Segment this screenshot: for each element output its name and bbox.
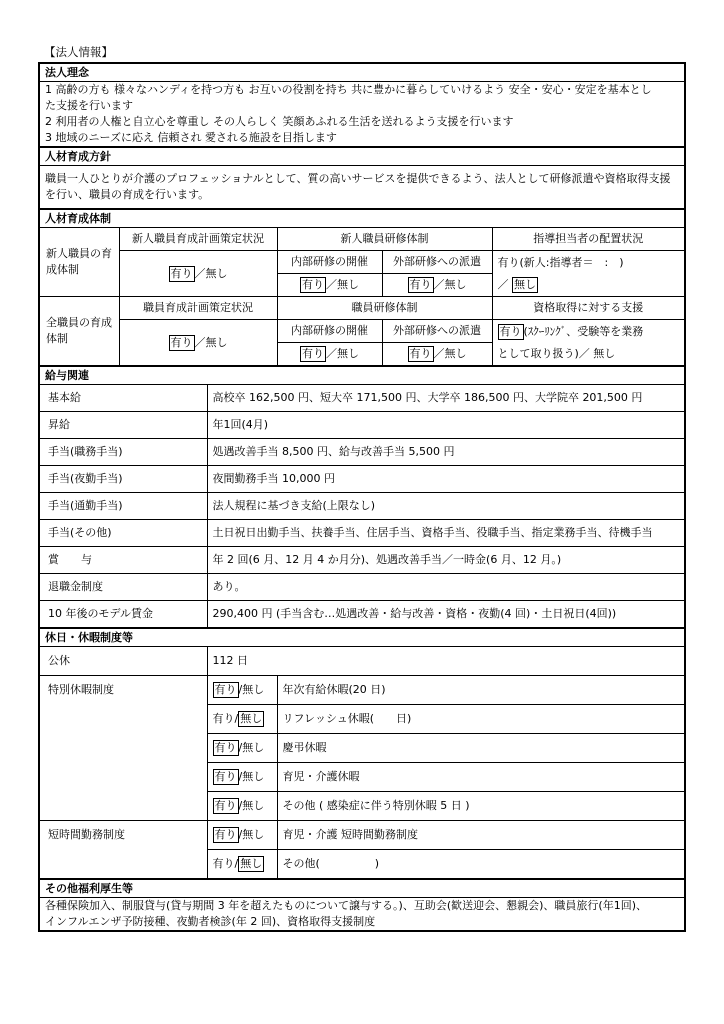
- new-staff-assign-no: 無し: [514, 277, 536, 291]
- policy-body-row: [39, 166, 685, 210]
- welfare-heading: その他福利厚生等: [39, 879, 685, 898]
- all-staff-support-yes: 有り: [499, 324, 522, 338]
- all-staff-plan-header: 職員育成計画策定状況: [119, 297, 277, 320]
- welfare-line: インフルエンザ予防接種、夜勤者検診(年 2 回)、資格取得支援制度: [45, 915, 376, 928]
- salary-row-label: 退職金制度: [39, 574, 207, 601]
- new-staff-assign-header: 指導担当者の配置状況: [492, 228, 685, 251]
- all-staff-label: 全職員の育成 体制: [39, 297, 119, 367]
- leave-heading: 休日・休暇制度等: [39, 628, 685, 647]
- salary-row-label: 手当(その他): [39, 520, 207, 547]
- all-staff-header-row: [39, 297, 685, 320]
- new-staff-plan-header: 新人職員育成計画策定状況: [119, 228, 277, 251]
- new-staff-label: 新人職員の育 成体制: [39, 228, 119, 297]
- salary-row: [39, 439, 685, 466]
- policy-line: 職員一人ひとりが介護のプロフェッショナルとして、質の高いサービスを提供できるよう、法人として研修派遣や資格取得支援: [45, 172, 671, 185]
- all-staff-external-cell: 有り ／無し: [382, 343, 492, 367]
- philosophy-body: [39, 82, 685, 148]
- philosophy-heading: 法人理念: [39, 63, 685, 82]
- special-leave-choice: 有り/ 無し: [207, 705, 277, 734]
- salary-row-value: 処遇改善手当 8,500 円、給与改善手当 5,500 円: [207, 439, 685, 466]
- welfare-body-row: [39, 898, 685, 932]
- short-work-name: その他( ): [282, 857, 380, 870]
- salary-row-label: 手当(夜勤手当): [39, 466, 207, 493]
- special-leave-choice: 有り /無し: [207, 676, 277, 705]
- special-leave-name: 育児・介護休暇: [277, 763, 685, 792]
- salary-heading-row: [39, 366, 685, 385]
- all-staff-plan-cell: 有り ／無し: [119, 320, 277, 367]
- salary-row: [39, 466, 685, 493]
- short-work-name: 育児・介護 短時間勤務制度: [277, 821, 685, 850]
- special-leave-name: 慶弔休暇: [277, 734, 685, 763]
- new-staff-training-header: 新人職員研修体制: [277, 228, 492, 251]
- training-system-heading-row: [39, 209, 685, 228]
- new-staff-external-header: 外部研修への派遣: [382, 251, 492, 274]
- salary-row: [39, 385, 685, 412]
- salary-row-value: 法人規程に基づき支給(上限なし): [207, 493, 685, 520]
- philosophy-line: 2 利用者の人権と自立心を尊重し その人らしく 笑顔あふれる生活を送れるよう支援を行います: [45, 115, 514, 128]
- special-leave-name: 年次有給休暇(20 日): [277, 676, 685, 705]
- salary-row: [39, 520, 685, 547]
- welfare-body: [39, 898, 685, 932]
- salary-row: [39, 574, 685, 601]
- new-staff-external-cell: 有り ／無し: [382, 274, 492, 297]
- all-staff-sub-row: [39, 320, 685, 343]
- salary-row-label: 基本給: [39, 385, 207, 412]
- new-staff-plan-cell: [119, 251, 277, 297]
- special-leave-choice: 有り /無し: [207, 792, 277, 821]
- philosophy-line: 3 地域のニーズに応え 信頼され 愛される施設を目指します: [45, 131, 337, 144]
- special-leave-choice: 有り /無し: [207, 734, 277, 763]
- salary-row: [39, 493, 685, 520]
- salary-row-label: 手当(職務手当): [39, 439, 207, 466]
- salary-row-value: 夜間勤務手当 10,000 円: [207, 466, 685, 493]
- all-staff-external-header: 外部研修への派遣: [382, 320, 492, 343]
- salary-row-value: 290,400 円 (手当含む…処遇改善・給与改善・資格・夜勤(4 回)・土日祝日(4回)): [212, 607, 617, 620]
- special-leave-label: 特別休暇制度: [39, 676, 207, 821]
- new-staff-header-row: [39, 228, 685, 251]
- new-staff-assign-cell: 有り(新人:指導者＝ : ) ／ 無し: [492, 251, 685, 297]
- new-staff-sub-row: [39, 251, 685, 274]
- special-leave-row: [39, 676, 685, 705]
- new-staff-assign-yes: 有り(新人:指導者＝ : ): [497, 255, 624, 269]
- policy-heading-row: [39, 147, 685, 166]
- holidays-value: 112 日: [207, 647, 685, 676]
- salary-row: [39, 601, 685, 629]
- corporate-info-table: [38, 62, 686, 932]
- philosophy-body-row: [39, 82, 685, 148]
- salary-row: [39, 547, 685, 574]
- welfare-heading-row: [39, 879, 685, 898]
- new-staff-internal-header: 内部研修の開催: [277, 251, 382, 274]
- salary-row-value: 高校卒 162,500 円、短大卒 171,500 円、大学卒 186,500 円、大学院卒 201,500 円: [207, 385, 685, 412]
- all-staff-support-cell: 有り (ｽｸｰﾘﾝｸﾞ、受験等を業務 として取り扱う)／ 無し: [497, 324, 644, 360]
- policy-body: [39, 166, 685, 210]
- salary-row-value: 年1回(4月): [207, 412, 685, 439]
- short-work-choice: 有り/ 無し: [207, 850, 277, 880]
- all-staff-support-header: 資格取得に対する支援: [492, 297, 685, 320]
- new-staff-plan-yes: 有り: [170, 266, 193, 280]
- salary-row-label: 昇給: [39, 412, 207, 439]
- salary-row-label: 10 年後のモデル賃金: [39, 601, 207, 629]
- salary-row-label: 賞 与: [39, 547, 207, 574]
- philosophy-line: た支援を行います: [45, 99, 133, 112]
- special-leave-name: その他 ( 感染症に伴う特別休暇 5 日 ): [277, 792, 685, 821]
- philosophy-line: 1 高齢の方も 様々なハンディを持つ方も お互いの役割を持ち 共に豊かに暮らしていけるよう 安全・安心・安定を基本とし: [45, 83, 652, 96]
- new-staff-plan-no: ／無し: [194, 266, 228, 280]
- leave-heading-row: [39, 628, 685, 647]
- new-staff-internal-cell: 有り ／無し: [277, 274, 382, 297]
- short-work-choice: 有り /無し: [207, 821, 277, 850]
- all-staff-internal-header: 内部研修の開催: [277, 320, 382, 343]
- holidays-row: [39, 647, 685, 676]
- philosophy-heading-row: [39, 63, 685, 82]
- special-leave-name: リフレッシュ休暇( 日): [277, 705, 685, 734]
- policy-line: を行い、職員の育成を行います。: [45, 188, 210, 201]
- salary-row-value: 土日祝日出勤手当、扶養手当、住居手当、資格手当、役職手当、指定業務手当、待機手当: [207, 520, 685, 547]
- salary-row-label: 手当(通勤手当): [39, 493, 207, 520]
- policy-heading: 人材育成方針: [39, 147, 685, 166]
- training-system-heading: 人材育成体制: [39, 209, 685, 228]
- special-leave-choice: 有り /無し: [207, 763, 277, 792]
- salary-row-value: あり。: [207, 574, 685, 601]
- holidays-label: 公休: [39, 647, 207, 676]
- salary-row-value: 年 2 回(6 月、12 月 4 か月分)、処遇改善手当／一時金(6 月、12 月。): [207, 547, 685, 574]
- salary-heading: 給与関連: [39, 366, 685, 385]
- short-work-row: [39, 821, 685, 850]
- salary-row: [39, 412, 685, 439]
- welfare-line: 各種保険加入、制服貸与(貸与期間 3 年を超えたものについて譲与する。)、互助会(歓送迎会、懇親会)、職員旅行(年1回)、: [45, 899, 648, 912]
- all-staff-internal-cell: 有り ／無し: [277, 343, 382, 367]
- page-title: 【法人情報】: [44, 45, 113, 59]
- all-staff-training-header: 職員研修体制: [277, 297, 492, 320]
- short-work-label: 短時間勤務制度: [39, 821, 207, 880]
